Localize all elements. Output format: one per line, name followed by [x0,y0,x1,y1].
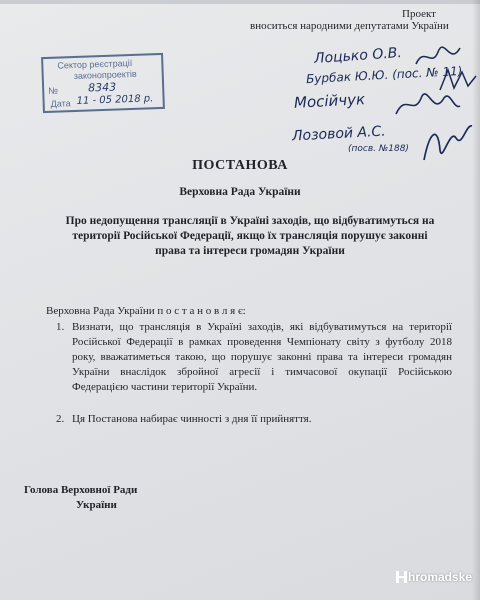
stamp-number-value: 8343 [87,80,117,95]
page-top-edge [0,0,480,4]
document-issuer: Верховна Рада України [179,186,301,198]
project-label: Проект [402,8,436,20]
hromadske-logo-icon [396,571,407,583]
stamp-line-1: Сектор реєстрації [57,57,133,71]
signature-3: Мосійчук [293,90,366,112]
document-heading: ПОСТАНОВА [192,158,288,173]
item-number: 1. [56,321,65,333]
signature-2: Бурбак Ю.Ю. (пос. № 11) [305,63,463,87]
stamp-date-label: Дата [50,98,71,109]
signatory-title-2: України [76,499,117,511]
item-text: Визнати, що трансляція в Україні заходів, які відбуватимуться на території Російської Федерації в рамках проведення Чемпіонату світу з футболу 2018 року, вважатиметься такою, що порушує законні права та інтереси громадян України внаслідок збройної агресії і тимчасової окупації Російською Федерацією частини території України. [72,321,452,393]
stamp-date-value: 11 - 05 2018 р. [76,93,154,107]
hromadske-watermark [396,570,472,584]
stamp-number-label: № [48,85,59,96]
signature-4: Лозовой А.С. [291,123,387,145]
watermark-brand: hromadske [408,570,473,584]
item-number: 2. [56,413,65,425]
resolution-intro: Верховна Рада України п о с т а н о в л я є: [46,305,246,317]
signature-4-note: (посв. №188) [348,144,409,154]
signature-scribble-3 [392,88,462,118]
document-subject: Про недопущення трансляції в Україні заходів, що відбуватимуться на території Російської Федерації, якщо їх трансляція порушує законні права та інтереси громадян України [65,215,435,257]
signature-block [288,44,478,168]
submitted-by-line: вноситься народними депутатами України [250,20,449,32]
registration-stamp [41,53,165,113]
stamp-line-2: законопроектів [73,68,137,82]
item-text: Ця Постанова набирає чинності з дня її прийняття. [72,413,312,425]
signatory-title: Голова Верховної Ради [24,484,138,496]
signature-1: Лоцько О.В. [313,44,403,68]
